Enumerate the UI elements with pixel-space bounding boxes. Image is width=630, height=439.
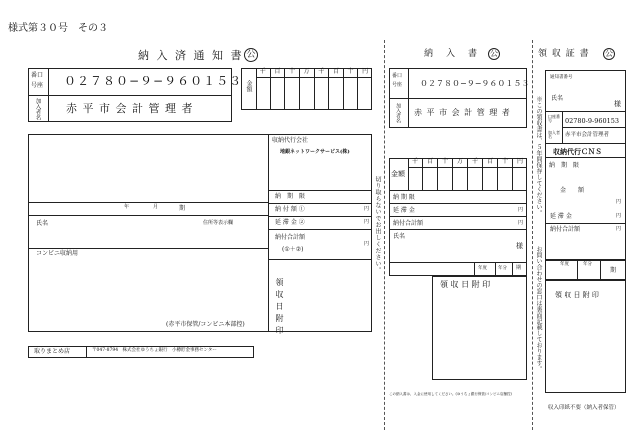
proof-footer: 収入印紙不要（納入者保管） <box>548 405 620 411</box>
receipt-due-label: 納 期 限 <box>393 194 415 201</box>
receipt-title: 納 入 書 <box>424 49 480 59</box>
cut-line-2 <box>532 40 533 430</box>
proof-stamp-mark: 公 <box>605 49 613 58</box>
digit-cell: 十 <box>343 68 358 110</box>
proof-year: 年度 <box>560 262 569 267</box>
form-number: 様式第３０号 その３ <box>8 23 108 34</box>
receipt-payee-label: 加入者名 <box>395 103 401 123</box>
agent-title: 収納代行会社 <box>272 137 309 144</box>
receipt-digit-cells <box>408 158 527 190</box>
notice-stamp-mark: 公 <box>244 48 258 62</box>
proof-late-yen: 円 <box>616 213 622 219</box>
digit-cell: 千 <box>259 68 266 75</box>
proof-side-note-2: お問い合わせの窓口は裏面記載しております。 <box>535 246 542 372</box>
digit-cell: 万 <box>299 68 314 110</box>
proof-side-note-1: ※この領収書は、５年間保存してください。 <box>535 96 542 216</box>
proof-amount-yen: 円 <box>616 199 622 205</box>
proof-late-label: 延 滞 金 <box>550 213 572 220</box>
digit-cell: 百 <box>482 158 497 190</box>
receipt-account-label: 番口 <box>392 73 403 79</box>
digit-cell: 十 <box>497 158 512 190</box>
proof-name-label: 氏名 <box>551 95 564 102</box>
receipt-total-yen: 円 <box>518 220 524 226</box>
receipt-late-yen: 円 <box>518 207 524 213</box>
notice-account-label: 番口 <box>31 72 44 79</box>
proof-stamp-area: 領 収 日 附 印 <box>555 291 599 299</box>
notice-name-label: 氏名 <box>36 220 49 227</box>
notice-account-label-2: 号座 <box>31 82 44 89</box>
notice-title: 納 入 済 通 知 書 <box>138 49 244 62</box>
notice-total-yen: 円 <box>364 241 370 247</box>
receipt-account-number: ０２７８０−９−９６０１５３ <box>420 79 530 88</box>
notice-payment-yen: 円 <box>364 206 370 212</box>
proof-term: 期 <box>610 267 617 274</box>
notice-amount-label: 金額 <box>245 80 252 92</box>
proof-sama: 様 <box>614 100 621 108</box>
notice-body <box>28 134 372 332</box>
proof-amount-label: 金 額 <box>560 187 585 194</box>
digit-cell: 円 <box>512 158 527 190</box>
digit-cell: 千 <box>411 158 418 165</box>
notice-total-label: 納付合計額 <box>275 234 306 241</box>
notice-term: 期 <box>179 205 186 212</box>
branch-label: 取りまとめ店 <box>34 348 71 355</box>
receipt-month: 年分 <box>498 266 507 271</box>
notice-keep-note: (赤平市保管/コンビニ本部控) <box>166 321 245 328</box>
conv-label: コンビニ収納用 <box>36 250 79 257</box>
agent-name: 地銀ネットワークサービス(株) <box>280 149 350 155</box>
notice-account-number: ０２７８０−９−９６０１５３ <box>64 74 243 88</box>
receipt-term: 期 <box>516 265 522 271</box>
proof-payee-label: 加入者名 <box>548 130 560 140</box>
receipt-late-label: 延 滞 金 <box>393 207 415 214</box>
proof-total-yen: 円 <box>616 226 622 232</box>
fold-note: 切り取らないでお出しください。 <box>374 176 381 274</box>
notice-payee-label: 加入者名 <box>34 98 41 120</box>
proof-account-number: 02780-9-960153 <box>565 117 620 125</box>
notice-digit-cells <box>256 68 372 110</box>
receipt-sama: 様 <box>516 242 523 250</box>
notice-late-yen: 円 <box>364 219 370 225</box>
notice-address-note: 住所等表示欄 <box>203 220 234 226</box>
receipt-name-label: 氏名 <box>393 233 406 240</box>
notice-total-formula: (①＋②) <box>282 246 304 253</box>
cut-line-1 <box>384 40 385 430</box>
notice-month: 月 <box>153 204 159 210</box>
digit-cell: 百 <box>328 68 343 110</box>
notice-year: 年 <box>124 204 130 210</box>
proof-account-label: 口座番号 <box>548 114 560 124</box>
receipt-stamp-mark: 公 <box>490 49 498 58</box>
receipt-payee: 赤 平 市 会 計 管 理 者 <box>414 108 511 117</box>
receipt-stamp-box <box>432 276 527 380</box>
proof-agent: 収納代行ＣＮＳ <box>553 147 602 156</box>
digit-cell: 百 <box>270 68 285 110</box>
digit-cell: 百 <box>422 158 437 190</box>
notice-payee: 赤 平 市 会 計 管 理 者 <box>66 102 194 115</box>
digit-cell: 十 <box>437 158 452 190</box>
branch-info: 〒047-8794 株式会社ゆうちょ銀行 小樽貯金事務センター <box>92 348 217 353</box>
notice-stamp-area: 領収日附印 <box>275 278 284 338</box>
digit-cell: 千 <box>314 68 329 110</box>
digit-cell: 十 <box>284 68 299 110</box>
digit-cell: 円 <box>357 68 372 110</box>
proof-title: 領 収 証 書 <box>538 49 590 59</box>
receipt-note: この納入書は、入金に使用してください。(ゆうちょ銀行保管/コンビニ店舗控) <box>389 392 512 396</box>
notice-due-label: 納 期 限 <box>275 193 306 200</box>
proof-due-label: 納 期 限 <box>549 162 580 169</box>
notice-late-label: 延 滞 金 ② <box>275 219 305 226</box>
receipt-account-label-2: 号座 <box>392 82 403 88</box>
receipt-total-label: 納付合計額 <box>393 220 424 227</box>
receipt-amount-label: 金額 <box>391 170 405 178</box>
proof-payee: 赤平市会計管理者 <box>565 132 610 138</box>
digit-cell: 万 <box>452 158 467 190</box>
proof-notice-no-label: 通知書番号 <box>550 75 573 80</box>
digit-cell: 千 <box>467 158 482 190</box>
proof-month: 年分 <box>583 262 592 267</box>
receipt-year: 年度 <box>478 266 487 271</box>
receipt-stamp-area: 領 収 日 附 印 <box>440 280 491 289</box>
notice-payment-label: 納 付 額 ① <box>275 206 305 213</box>
proof-total-label: 納付合計額 <box>550 226 581 233</box>
